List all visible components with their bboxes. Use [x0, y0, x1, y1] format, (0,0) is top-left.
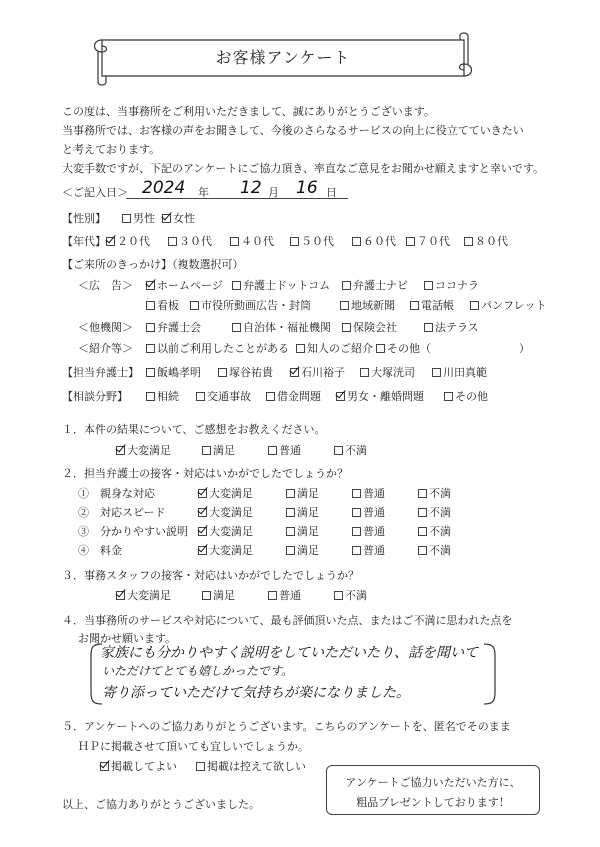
checkbox[interactable]	[286, 508, 295, 517]
checkbox-checked[interactable]	[100, 762, 109, 771]
checkbox[interactable]	[360, 368, 369, 377]
lawyer-label: 【担当弁護士】	[62, 366, 139, 379]
option-label: 普通	[363, 544, 385, 557]
checkbox[interactable]	[406, 237, 415, 246]
age-option-50s[interactable]	[290, 233, 334, 249]
source-insurance[interactable]	[342, 319, 397, 335]
age-option-60s[interactable]	[352, 233, 396, 249]
checkbox[interactable]	[286, 527, 295, 536]
checkbox[interactable]	[290, 237, 299, 246]
gender-label: 【性別】	[62, 212, 106, 225]
q2-2-very-satisfied[interactable]	[198, 504, 253, 520]
checkbox[interactable]	[268, 446, 277, 455]
option-label: 満足	[297, 506, 319, 519]
lawyer-otsuka[interactable]	[360, 364, 415, 380]
q4-answer-line-1: 家族にも分かりやすく説明をしていただいたり、話を聞いて	[100, 645, 478, 661]
option-label: ７０代	[417, 235, 450, 248]
q2-2-dissatisfied[interactable]	[418, 504, 451, 520]
date-underline	[126, 198, 348, 199]
checkbox[interactable]	[196, 762, 205, 771]
intro-line-1: この度は、当事務所をご利用いただきまして、誠にありがとうございます。	[62, 105, 435, 118]
checkbox[interactable]	[342, 281, 351, 290]
q2-1-satisfied[interactable]	[286, 485, 319, 501]
gender-option-female[interactable]	[162, 210, 195, 226]
option-label: 知人のご紹介	[307, 342, 373, 355]
option-label: 大変満足	[209, 487, 253, 500]
option-label: 不満	[429, 544, 451, 557]
option-label: 掲載は控えて欲しい	[207, 760, 306, 773]
checkbox[interactable]	[352, 489, 361, 498]
gift-line-1: アンケートご協力いただいた方に、	[345, 776, 521, 789]
option-label: 大変満足	[127, 589, 171, 602]
q1-text: １．本件の結果について、ご感想をお教えください。	[62, 423, 326, 436]
checkbox[interactable]	[232, 323, 241, 332]
date-month-unit: 月	[268, 186, 279, 199]
q1-normal[interactable]	[268, 442, 301, 458]
checkbox[interactable]	[376, 344, 385, 353]
option-label: 不満	[429, 525, 451, 538]
gender-option-male[interactable]	[122, 210, 155, 226]
option-label: 電話帳	[421, 299, 454, 312]
checkbox[interactable]	[410, 301, 419, 310]
checkbox-checked[interactable]	[106, 237, 115, 246]
checkbox[interactable]	[146, 392, 155, 401]
option-label: ４０代	[241, 235, 274, 248]
source-city-hall-ad[interactable]	[190, 297, 311, 313]
q2-item-3-label: ③ 分かりやすい説明	[78, 525, 188, 538]
checkbox[interactable]	[352, 508, 361, 517]
source-phonebook[interactable]	[410, 297, 454, 313]
q2-4-dissatisfied[interactable]	[418, 542, 451, 558]
source-coconala[interactable]	[424, 277, 479, 293]
option-label: 飯嶋孝明	[157, 366, 201, 379]
option-label: 女性	[173, 212, 195, 225]
date-year-value[interactable]: 2024	[142, 178, 186, 198]
q2-item-4-label: ④ 料金	[78, 544, 122, 557]
option-label: ココナラ	[435, 279, 479, 292]
q3-normal[interactable]	[268, 587, 301, 603]
source-other[interactable]	[376, 340, 530, 356]
option-label: 満足	[297, 544, 319, 557]
q4-answer-line-2: いただけてとても嬉しかったです。	[102, 664, 294, 678]
checkbox-checked[interactable]	[290, 368, 299, 377]
option-label: ホームページ	[157, 279, 223, 292]
option-label: ８０代	[475, 235, 508, 248]
checkbox[interactable]	[342, 323, 351, 332]
option-label: 掲載してよい	[111, 760, 177, 773]
q2-3-satisfied[interactable]	[286, 523, 319, 539]
checkbox-checked[interactable]	[198, 508, 207, 517]
option-label: 弁護士会	[157, 321, 201, 334]
option-label: 満足	[213, 589, 235, 602]
checkbox[interactable]	[418, 489, 427, 498]
other-org-label: ＜他機関＞	[78, 321, 133, 334]
date-day-unit: 日	[326, 186, 337, 199]
source-houterasu[interactable]	[424, 319, 479, 335]
option-label: 満足	[297, 525, 319, 538]
checkbox[interactable]	[470, 301, 479, 310]
page-title: お客様アンケート	[215, 48, 351, 67]
checkbox[interactable]	[418, 508, 427, 517]
source-used-before[interactable]	[146, 340, 289, 356]
q2-item-1-label: ① 親身な対応	[78, 487, 155, 500]
intro-line-2: 当事務所では、お客様の声をお聞きして、今後のさらなるサービスの向上に役立てていきたい	[62, 124, 524, 137]
option-label: 保険会社	[353, 321, 397, 334]
checkbox-checked[interactable]	[198, 489, 207, 498]
source-local-newspaper[interactable]	[340, 297, 395, 313]
option-label: 普通	[363, 525, 385, 538]
option-label: 大変満足	[209, 544, 253, 557]
option-label: パンフレット	[481, 299, 547, 312]
checkbox[interactable]	[168, 237, 177, 246]
option-label: 不満	[345, 589, 367, 602]
q3-dissatisfied[interactable]	[334, 587, 367, 603]
checkbox[interactable]	[202, 446, 211, 455]
q2-1-very-satisfied[interactable]	[198, 485, 253, 501]
option-label: ５０代	[301, 235, 334, 248]
q4-text-2: お聞かせ願います。	[78, 632, 177, 645]
field-debt[interactable]	[266, 388, 321, 404]
checkbox[interactable]	[190, 301, 199, 310]
source-bengoshi-dotcom[interactable]	[232, 277, 330, 293]
option-label: 普通	[279, 589, 301, 602]
age-label: 【年代】	[62, 235, 106, 248]
option-label: 以前ご利用したことがある	[157, 342, 289, 355]
option-label: 不満	[429, 487, 451, 500]
q2-3-dissatisfied[interactable]	[418, 523, 451, 539]
checkbox[interactable]	[418, 527, 427, 536]
checkbox[interactable]	[230, 237, 239, 246]
q5-text-1: ５．アンケートへのご協力ありがとうございます。こちらのアンケートを、匿名でそのまま	[62, 720, 511, 733]
checkbox-checked[interactable]	[198, 546, 207, 555]
q2-item-2-label: ② 対応スピード	[78, 506, 166, 519]
q5-allow-publish[interactable]	[100, 758, 177, 774]
q2-1-normal[interactable]	[352, 485, 385, 501]
option-label: 男性	[133, 212, 155, 225]
source-bar-association[interactable]	[146, 319, 201, 335]
option-label: その他	[455, 390, 488, 403]
q2-3-normal[interactable]	[352, 523, 385, 539]
date-day-value[interactable]: 16	[296, 178, 318, 198]
q3-very-satisfied[interactable]	[116, 587, 171, 603]
source-pamphlet[interactable]	[470, 297, 546, 313]
option-label: 交通事故	[207, 390, 251, 403]
option-label: 満足	[297, 487, 319, 500]
option-label: 自治体・福祉機関	[243, 321, 331, 334]
checkbox[interactable]	[340, 301, 349, 310]
q5-text-2: ＨＰに掲載させて頂いても宜しいでしょうか。	[78, 740, 309, 753]
gift-line-2: 粗品プレゼントしております！	[356, 796, 510, 809]
checkbox[interactable]	[432, 368, 441, 377]
checkbox[interactable]	[218, 368, 227, 377]
checkbox[interactable]	[296, 344, 305, 353]
checkbox[interactable]	[352, 527, 361, 536]
option-label: ３０代	[179, 235, 212, 248]
checkbox[interactable]	[444, 392, 453, 401]
option-label: 大変満足	[209, 506, 253, 519]
ad-label: ＜広 告＞	[78, 279, 133, 292]
q4-answer-line-3: 寄り添っていただけて気持ちが楽になりました。	[102, 685, 410, 701]
option-label: 市役所動画広告・封筒	[201, 299, 311, 312]
q4-answer-box[interactable]	[88, 642, 498, 706]
option-label: 借金問題	[277, 390, 321, 403]
lawyer-iijima[interactable]	[146, 364, 201, 380]
checkbox-checked[interactable]	[116, 591, 125, 600]
checkbox[interactable]	[268, 591, 277, 600]
age-option-20s[interactable]	[106, 233, 150, 249]
checkbox[interactable]	[146, 368, 155, 377]
option-label: 普通	[279, 444, 301, 457]
q2-4-very-satisfied[interactable]	[198, 542, 253, 558]
q5-deny-publish[interactable]	[196, 758, 306, 774]
q1-satisfied[interactable]	[202, 442, 235, 458]
option-label: 法テラス	[435, 321, 479, 334]
checkbox[interactable]	[146, 301, 155, 310]
checkbox-checked[interactable]	[198, 527, 207, 536]
date-label: ＜ご記入日＞	[62, 186, 128, 199]
closing-text: 以上、ご協力ありがとうございました。	[62, 798, 260, 811]
source-acquaintance[interactable]	[296, 340, 373, 356]
checkbox[interactable]	[286, 546, 295, 555]
checkbox[interactable]	[352, 237, 361, 246]
title-banner	[88, 32, 478, 88]
field-other[interactable]	[444, 388, 488, 404]
field-inheritance[interactable]	[146, 388, 179, 404]
option-label: 地域新聞	[351, 299, 395, 312]
gift-box	[326, 765, 540, 815]
q3-satisfied[interactable]	[202, 587, 235, 603]
lawyer-tsukaya[interactable]	[218, 364, 273, 380]
lawyer-ishikawa[interactable]	[290, 364, 345, 380]
option-label: 石川裕子	[301, 366, 345, 379]
date-year-unit: 年	[198, 186, 209, 199]
option-label: 塚谷祐貴	[229, 366, 273, 379]
option-label: 不満	[345, 444, 367, 457]
q2-text: ２．担当弁護士の接客・対応はいかがでしたでしょうか？	[62, 467, 348, 480]
q2-4-satisfied[interactable]	[286, 542, 319, 558]
q2-2-normal[interactable]	[352, 504, 385, 520]
checkbox[interactable]	[202, 591, 211, 600]
option-label: 普通	[363, 506, 385, 519]
q4-text-1: ４．当事務所のサービスや対応について、最も評価頂いた点、またはご不満に思われた点を	[62, 614, 513, 627]
option-label: 男女・離婚問題	[347, 390, 424, 403]
option-label: 看板	[157, 299, 179, 312]
q1-very-satisfied[interactable]	[116, 442, 171, 458]
option-label: 相続	[157, 390, 179, 403]
checkbox[interactable]	[196, 392, 205, 401]
age-option-30s[interactable]	[168, 233, 212, 249]
checkbox[interactable]	[352, 546, 361, 555]
source-signboard[interactable]	[146, 297, 179, 313]
checkbox-checked[interactable]	[146, 281, 155, 290]
option-label: 不満	[429, 506, 451, 519]
option-label: 大変満足	[127, 444, 171, 457]
source-bengoshi-navi[interactable]	[342, 277, 408, 293]
checkbox-checked[interactable]	[336, 392, 345, 401]
option-label: ６０代	[363, 235, 396, 248]
lawyer-kawada[interactable]	[432, 364, 487, 380]
checkbox-checked[interactable]	[162, 214, 171, 223]
q3-text: ３．事務スタッフの接客・対応はいかがでしたでしょうか？	[62, 569, 359, 582]
checkbox[interactable]	[146, 323, 155, 332]
q2-4-normal[interactable]	[352, 542, 385, 558]
checkbox[interactable]	[334, 446, 343, 455]
option-label: 弁護士ナビ	[353, 279, 408, 292]
intro-line-3: と考えております。	[62, 143, 161, 156]
field-divorce[interactable]	[336, 388, 424, 404]
source-municipality[interactable]	[232, 319, 331, 335]
checkbox[interactable]	[418, 546, 427, 555]
option-label: その他（ ）	[387, 342, 530, 355]
field-label: 【相談分野】	[62, 390, 128, 403]
checkbox[interactable]	[266, 392, 275, 401]
source-homepage[interactable]	[146, 277, 223, 293]
q1-dissatisfied[interactable]	[334, 442, 367, 458]
checkbox[interactable]	[146, 344, 155, 353]
option-label: 普通	[363, 487, 385, 500]
option-label: 満足	[213, 444, 235, 457]
age-option-70s[interactable]	[406, 233, 450, 249]
source-label: 【ご来所のきっかけ】（複数選択可）	[62, 258, 244, 271]
q2-1-dissatisfied[interactable]	[418, 485, 451, 501]
checkbox[interactable]	[334, 591, 343, 600]
option-label: ２０代	[117, 235, 150, 248]
q2-2-satisfied[interactable]	[286, 504, 319, 520]
date-month-value[interactable]: 12	[240, 178, 262, 198]
checkbox[interactable]	[122, 214, 131, 223]
checkbox[interactable]	[286, 489, 295, 498]
option-label: 大変満足	[209, 525, 253, 538]
q2-3-very-satisfied[interactable]	[198, 523, 253, 539]
checkbox[interactable]	[232, 281, 241, 290]
checkbox[interactable]	[464, 237, 473, 246]
checkbox-checked[interactable]	[116, 446, 125, 455]
field-traffic-accident[interactable]	[196, 388, 251, 404]
age-option-80s[interactable]	[464, 233, 508, 249]
checkbox[interactable]	[424, 281, 433, 290]
referral-label: ＜紹介等＞	[78, 342, 133, 355]
intro-line-4: 大変手数ですが、下記のアンケートにご協力頂き、率直なご意見をお聞かせ願えますと幸いです。	[62, 162, 545, 175]
checkbox[interactable]	[424, 323, 433, 332]
option-label: 川田真範	[443, 366, 487, 379]
option-label: 大塚洸司	[371, 366, 415, 379]
age-option-40s[interactable]	[230, 233, 274, 249]
option-label: 弁護士ドットコム	[243, 279, 331, 292]
